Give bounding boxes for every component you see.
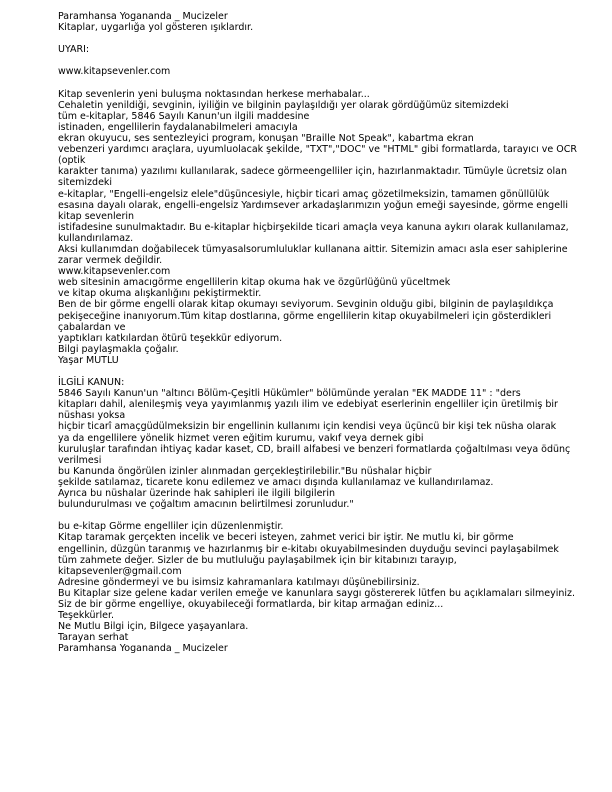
text-line: esasına dayalı olarak, engelli-engelsiz Yardımsever arkadaşlarımızın yoğun emeği sayesinde, görme engelli bbox=[58, 199, 568, 211]
text-line: kitap sevenlerin bbox=[58, 210, 135, 222]
text-line: Yaşar MUTLU bbox=[58, 354, 119, 366]
text-line: Kitap taramak gerçekten incelik ve beceri isteyen, zahmet verici bir iştir. Ne mutlu ki, bir görme bbox=[58, 532, 514, 544]
text-line: verilmesi bbox=[58, 454, 102, 466]
text-line: Siz de bir görme engelliye, okuyabileceği formatlarda, bir kitap armağan ediniz... bbox=[58, 598, 444, 610]
text-line: Cehaletin yenildiği, sevginin, iyiliğin ve bilginin paylaşıldığı yer olarak gördüğümüz sitemizdeki bbox=[58, 99, 509, 111]
text-line: 5846 Sayılı Kanun'un "altıncı Bölüm-Çeşitli Hükümler" bölümünde yeralan "EK MADDE 11" : "ders bbox=[58, 388, 521, 400]
text-line: ya da engellilere yönelik hizmet veren eğitim kurumu, vakıf veya dernek gibi bbox=[58, 432, 424, 444]
text-line: bu Kanunda öngörülen izinler alınmadan gerçekleştirilebilir."Bu nüshalar hiçbir bbox=[58, 465, 432, 477]
text-line: ekran okuyucu, ses sentezleyici program, konuşan "Braille Not Speak", kabartma ekran bbox=[58, 133, 474, 145]
closing-block bbox=[58, 521, 598, 654]
paragraph-spacer bbox=[58, 78, 598, 89]
text-line: yaptıkları katkılardan ötürü teşekkür ediyorum. bbox=[58, 332, 283, 344]
text-line: www.kitapsevenler.com bbox=[58, 66, 171, 78]
text-line: Tarayan serhat bbox=[58, 632, 129, 644]
text-line: pekişeceğine inanıyorum.Tüm kitap dostlarına, görme engellilerin kitap okuyabilmeleri için gösterdikleri bbox=[58, 310, 552, 322]
warning-heading-block bbox=[58, 44, 598, 55]
text-line: çabalardan ve bbox=[58, 321, 126, 333]
paragraph-spacer bbox=[58, 55, 598, 66]
text-line: kullandırılamaz. bbox=[58, 232, 134, 244]
text-line: Aksi kullanımdan doğabilecek tümyasalsorumluluklar kullanana aittir. Sitemizin amacı asla eser sahiplerine bbox=[58, 243, 568, 255]
text-line: hiçbir ticarî amaçgüdülmeksizin bir engellinin kullanımı için kendisi veya üçüncü bir kişi tek nüsha olarak bbox=[58, 421, 557, 433]
text-line: kuruluşlar tarafından ihtiyaç kadar kaset, CD, braill alfabesi ve benzeri formatlarda çoğaltılması veya ödünç bbox=[58, 443, 571, 455]
text-line: Paramhansa Yogananda _ Mucizeler bbox=[58, 11, 228, 22]
text-line: zarar vermek değildir. bbox=[58, 255, 163, 267]
text-line: Bu Kitaplar size gelene kadar verilen emeğe ve kanunlara saygı göstererek lütfen bu açıklamaları silmeyiniz. bbox=[58, 587, 576, 599]
text-line: Kitap sevenlerin yeni buluşma noktasından herkese merhabalar... bbox=[58, 88, 370, 100]
text-line: kitapsevenler@gmail.com bbox=[58, 565, 182, 577]
text-line: bulundurulması ve çoğaltım amacının belirtilmesi zorunludur." bbox=[58, 499, 354, 511]
paragraph-spacer bbox=[58, 366, 598, 377]
website-block bbox=[58, 66, 598, 77]
paragraph-spacer bbox=[58, 33, 598, 44]
text-line: engellinin, düzgün taranmış ve hazırlanmış bir e-kitabı okuyabilmesinden duyduğu sevinci paylaşabilmek bbox=[58, 543, 559, 555]
text-line: vebenzeri yardımcı araçlara, uyumluolacak şekilde, "TXT","DOC" ve "HTML" gibi formatlarda, tarayıcı ve OCR bbox=[58, 144, 577, 156]
text-line: karakter tanıma) yazılımı kullanılarak, sadece görmeengelliler için, hazırlanmaktadır. Tümüyle ücretsiz olan bbox=[58, 166, 567, 178]
text-line: tüm e-kitaplar, 5846 Sayılı Kanun'un ilgili maddesine bbox=[58, 110, 310, 122]
text-line: nüshası yoksa bbox=[58, 410, 126, 422]
text-line: bu e-kitap Görme engelliler için düzenlenmiştir. bbox=[58, 521, 284, 533]
law-block bbox=[58, 377, 598, 510]
text-line: UYARI: bbox=[58, 44, 90, 56]
text-line: kitapları dahil, alenileşmiş veya yayımlanmış yazılı ilim ve edebiyat eserlerinin engelliler için üretilmiş bir bbox=[58, 399, 558, 411]
text-line: (optik bbox=[58, 155, 86, 167]
document-page bbox=[58, 11, 598, 654]
text-line: Ben de bir görme engelli olarak kitap okumayı seviyorum. Sevginin olduğu gibi, bilginin de paylaşıldıkça bbox=[58, 299, 554, 311]
text-line: şekilde satılamaz, ticarete konu edilemez ve amacı dışında kullanılamaz ve kullandırılamaz. bbox=[58, 476, 494, 488]
text-line: Paramhansa Yogananda _ Mucizeler bbox=[58, 643, 228, 655]
text-line: Ne Mutlu Bilgi için, Bilgece yaşayanlara. bbox=[58, 621, 249, 633]
text-line: istifadesine sunulmaktadır. Bu e-kitaplar hiçbirşekilde ticari amaçla veya kanuna aykırı olarak kullanılamaz, bbox=[58, 221, 569, 233]
text-line: tüm zahmete değer. Sizler de bu mutluluğu paylaşabilmek için bir kitabınızı tarayıp, bbox=[58, 554, 457, 566]
text-line: istinaden, engellilerin faydalanabilmeleri amacıyla bbox=[58, 121, 298, 133]
text-line: İLGİLİ KANUN: bbox=[58, 377, 125, 389]
text-line: web sitesinin amacıgörme engellilerin kitap okuma hak ve özgürlüğünü yüceltmek bbox=[58, 277, 451, 289]
text-line: sitemizdeki bbox=[58, 177, 113, 189]
text-line: www.kitapsevenler.com bbox=[58, 266, 171, 278]
header-block bbox=[58, 11, 598, 33]
text-line: Teşekkürler. bbox=[58, 610, 115, 622]
intro-block bbox=[58, 89, 598, 366]
text-line: Kitaplar, uygarlığa yol gösteren ışıklardır. bbox=[58, 22, 254, 34]
text-line: Ayrıca bu nüshalar üzerinde hak sahipleri ile ilgili bilgilerin bbox=[58, 488, 335, 500]
text-line: Bilgi paylaşmakla çoğalır. bbox=[58, 343, 179, 355]
text-line: e-kitaplar, "Engelli-engelsiz elele"düşüncesiyle, hiçbir ticari amaç gözetilmeksizin, tamamen gönüllülük bbox=[58, 188, 550, 200]
text-line: Adresine göndermeyi ve bu isimsiz kahramanlara katılmayı düşünebilirsiniz. bbox=[58, 576, 420, 588]
paragraph-spacer bbox=[58, 510, 598, 521]
text-line: ve kitap okuma alışkanlığını pekiştirmektir. bbox=[58, 288, 262, 300]
